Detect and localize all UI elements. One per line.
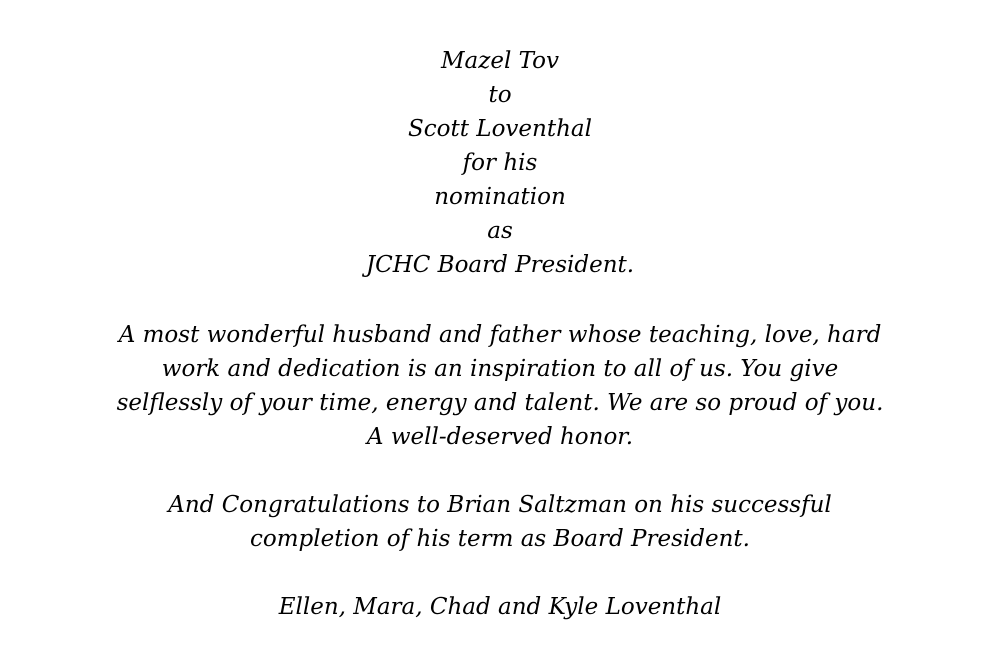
heading-line-for-his: for his	[462, 150, 538, 176]
tribute-line: selflessly of your time, energy and talent. We are so proud of you.	[116, 390, 884, 416]
signature	[0, 590, 1000, 624]
heading-line-to: to	[488, 82, 512, 108]
congratulations-line: completion of his term as Board President.	[250, 526, 750, 552]
heading-line-mazel-tov: Mazel Tov	[440, 48, 560, 74]
tribute-line: A most wonderful husband and father whose teaching, love, hard	[118, 322, 882, 348]
tribute-line: A well-deserved honor.	[366, 424, 634, 450]
congratulations-paragraph	[0, 488, 1000, 556]
tribute-paragraph	[0, 318, 1000, 454]
heading-line-as: as	[487, 218, 513, 244]
tribute-line: work and dedication is an inspiration to all of us. You give	[161, 356, 839, 382]
heading-line-position: JCHC Board President.	[365, 252, 635, 278]
heading-line-nomination: nomination	[434, 184, 566, 210]
mazel-tov-heading	[0, 44, 1000, 282]
signature-names: Ellen, Mara, Chad and Kyle Loventhal	[278, 594, 722, 620]
heading-line-honoree-name: Scott Loventhal	[408, 116, 592, 142]
congratulations-line: And Congratulations to Brian Saltzman on his successful	[168, 492, 832, 518]
